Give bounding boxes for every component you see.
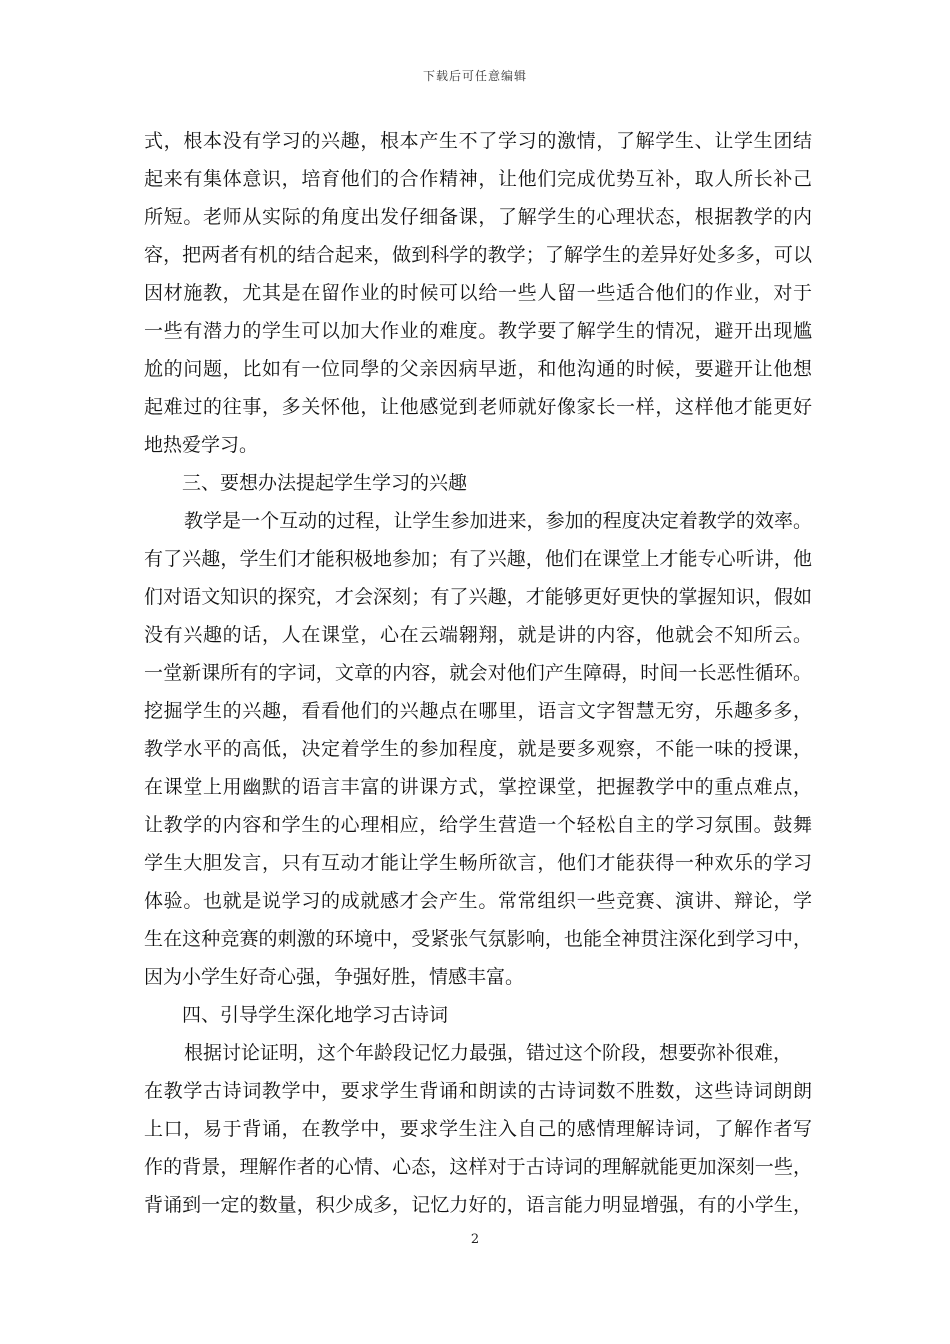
text-line: 学生大胆发言，只有互动才能让学生畅所欲言，他们才能获得一种欢乐的学习 xyxy=(144,852,812,874)
text-line: 所短。老师从实际的角度出发仔细备课，了解学生的心理状态，根据教学的内 xyxy=(144,206,812,228)
text-line: 根据讨论证明，这个年龄段记忆力最强，错过这个阶段，想要弥补很难， xyxy=(184,1042,793,1064)
text-line: 因材施教，尤其是在留作业的时候可以给一些人留一些适合他们的作业，对于 xyxy=(144,282,812,304)
text-line: 作的背景，理解作者的心情、心态，这样对于古诗词的理解就能更加深刻一些， xyxy=(144,1156,812,1178)
text-line: 容，把两者有机的结合起来，做到科学的教学；了解学生的差异好处多多，可以 xyxy=(144,244,812,266)
text-line: 起来有集体意识，培育他们的合作精神，让他们完成优势互补，取人所长补己 xyxy=(144,168,812,190)
text-line: 教学是一个互动的过程，让学生参加进来，参加的程度决定着教学的效率。 xyxy=(184,510,812,532)
text-line: 上口，易于背诵，在教学中，要求学生注入自己的感情理解诗词，了解作者写 xyxy=(144,1118,812,1140)
page-number: 2 xyxy=(470,1232,480,1247)
text-line: 因为小学生好奇心强，争强好胜，情感丰富。 xyxy=(144,966,525,988)
text-line: 在课堂上用幽默的语言丰富的讲课方式，掌控课堂，把握教学中的重点难点， xyxy=(144,776,812,798)
text-line: 起难过的往事，多关怀他，让他感觉到老师就好像家长一样，这样他才能更好 xyxy=(144,396,812,418)
text-line: 式，根本没有学习的兴趣，根本产生不了学习的激情，了解学生、让学生团结 xyxy=(144,130,812,152)
section-heading: 三、要想办法提起学生学习的兴趣 xyxy=(182,472,468,494)
text-line: 地热爱学习。 xyxy=(144,434,259,456)
text-line: 尬的问题，比如有一位同學的父亲因病早逝，和他沟通的时候，要避开让他想 xyxy=(144,358,812,380)
text-line: 一些有潜力的学生可以加大作业的难度。教学要了解学生的情况，避开出现尴 xyxy=(144,320,812,342)
header-note: 下载后可任意编辑 xyxy=(422,69,527,83)
text-line: 有了兴趣，学生们才能积极地参加；有了兴趣，他们在课堂上才能专心听讲，他 xyxy=(144,548,812,570)
text-line: 让教学的内容和学生的心理相应，给学生营造一个轻松自主的学习氛围。鼓舞 xyxy=(144,814,812,836)
text-line: 在教学古诗词教学中，要求学生背诵和朗读的古诗词数不胜数，这些诗词朗朗 xyxy=(144,1080,812,1102)
text-line: 教学水平的高低，决定着学生的参加程度，就是要多观察，不能一味的授课， xyxy=(144,738,812,760)
text-line: 们对语文知识的探究，才会深刻；有了兴趣，才能够更好更快的掌握知识，假如 xyxy=(144,586,812,608)
text-line: 体验。也就是说学习的成就感才会产生。常常组织一些竞赛、演讲、辩论，学 xyxy=(144,890,812,912)
section-heading: 四、引导学生深化地学习古诗词 xyxy=(182,1004,449,1026)
body-text xyxy=(144,122,812,1224)
text-line: 没有兴趣的话，人在课堂，心在云端翱翔，就是讲的内容，他就会不知所云。 xyxy=(144,624,812,646)
text-line: 一堂新课所有的字词，文章的内容，就会对他们产生障碍，时间一长恶性循环。 xyxy=(144,662,812,684)
text-line: 背诵到一定的数量，积少成多，记忆力好的，语言能力明显增强，有的小学生， xyxy=(144,1194,812,1216)
text-line: 挖掘学生的兴趣，看看他们的兴趣点在哪里，语言文字智慧无穷，乐趣多多， xyxy=(144,700,812,722)
text-line: 生在这种竞赛的刺激的环境中，受紧张气氛影响，也能全神贯注深化到学习中， xyxy=(144,928,812,950)
